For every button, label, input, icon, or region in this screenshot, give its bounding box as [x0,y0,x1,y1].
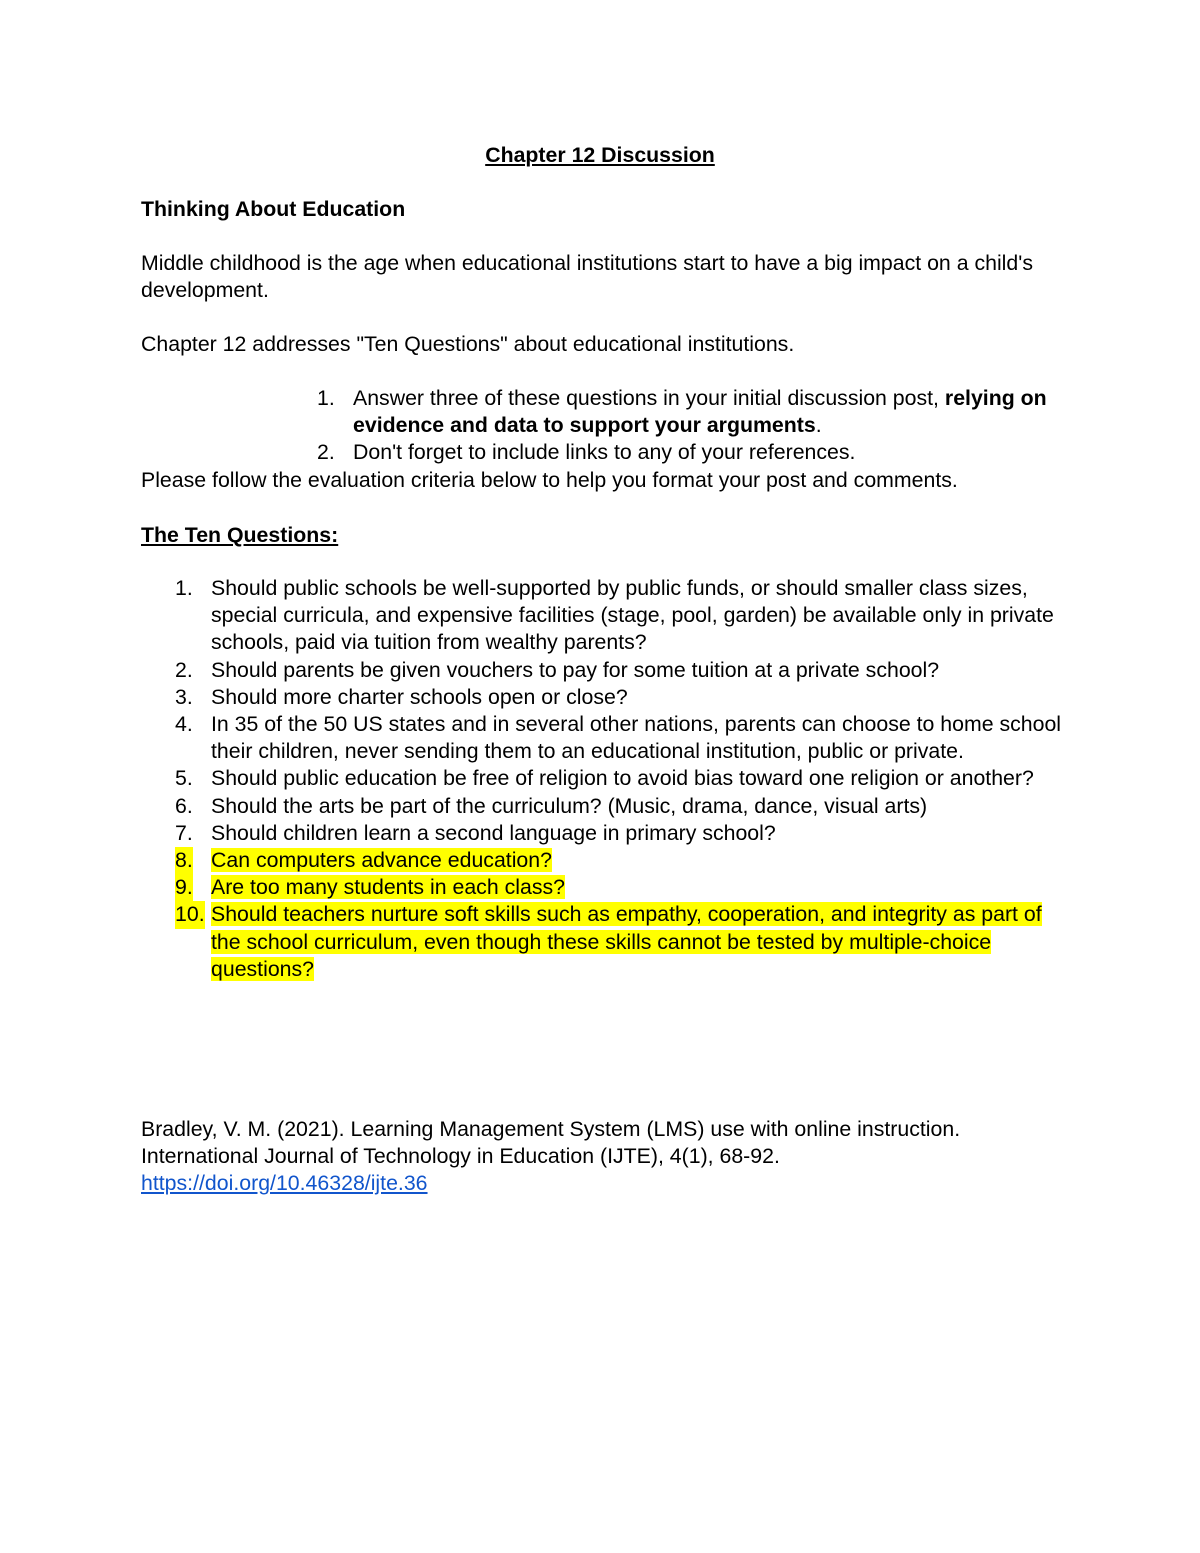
document-title: Chapter 12 Discussion [485,143,715,167]
question-item [175,575,1071,657]
question-number: 5. [175,766,193,791]
follow-paragraph: Please follow the evaluation criteria below to help you format your post and comments. [141,468,958,492]
instruction-item [317,385,1073,439]
question-item [175,711,1071,765]
question-number: 6. [175,793,193,818]
list-number: 2. [317,440,335,465]
instruction-emphasis: relying on evidence and data to support your arguments [353,386,1047,438]
question-number: 7. [175,820,193,845]
question-text: In 35 of the 50 US states and in several other nations, parents can choose to home school their children, never sending them to an educational institution, public or private. [211,712,1062,764]
question-number: 8. [175,847,193,874]
reference-citation-line2: International Journal of Technology in Education (IJTE), 4(1), 68-92. [141,1144,780,1169]
question-number: 2. [175,657,193,682]
question-text: Should public schools be well-supported by public funds, or should smaller class sizes, special curricula, and expensive facilities (stage, pool, garden) be available only in private schools, paid via tuition from wealthy parents? [211,576,1054,655]
question-item-highlighted [175,874,1071,901]
questions-list [175,575,1071,983]
question-item [175,684,1071,711]
question-text: Can computers advance education? [211,848,552,873]
instruction-item [317,439,1073,466]
question-text: Should public education be free of religion to avoid bias toward one religion or another? [211,766,1034,791]
question-text: Are too many students in each class? [211,875,565,900]
question-item [175,657,1071,684]
question-number: 10. [175,901,205,928]
question-text: Should children learn a second language in primary school? [211,820,776,845]
question-item-highlighted [175,901,1071,983]
list-number: 1. [317,386,335,410]
instruction-text: Don't forget to include links to any of your references. [353,440,856,465]
reference-citation-line1: Bradley, V. M. (2021). Learning Management System (LMS) use with online instruction. [141,1117,961,1141]
question-text: Should more charter schools open or close? [211,684,628,709]
question-number: 9. [175,874,193,901]
instruction-text-end: . [815,413,822,438]
question-item [175,765,1071,792]
questions-heading: The Ten Questions: [141,523,339,547]
question-text: Should teachers nurture soft skills such as empathy, cooperation, and integrity as part of the school curriculum, even though these skills cannot be tested by multiple-choice questions? [211,902,1042,981]
question-number: 3. [175,684,193,709]
question-number: 4. [175,712,193,737]
instruction-text: Answer three of these questions in your initial discussion post, [353,386,945,410]
question-item [175,820,1071,847]
reference-doi-link[interactable]: https://doi.org/10.46328/ijte.36 [141,1171,428,1196]
instruction-list [317,385,1073,467]
question-number: 1. [175,576,193,600]
question-text: Should parents be given vouchers to pay for some tuition at a private school? [211,657,940,682]
question-text: Should the arts be part of the curriculum? (Music, drama, dance, visual arts) [211,793,928,818]
reference-block [141,1116,1071,1198]
question-item-highlighted [175,847,1071,874]
section-heading: Thinking About Education [141,197,406,221]
question-item [175,793,1071,820]
chapter-paragraph: Chapter 12 addresses "Ten Questions" about educational institutions. [141,332,795,356]
intro-paragraph: Middle childhood is the age when educational institutions start to have a big impact on a child's development. [141,251,1033,303]
